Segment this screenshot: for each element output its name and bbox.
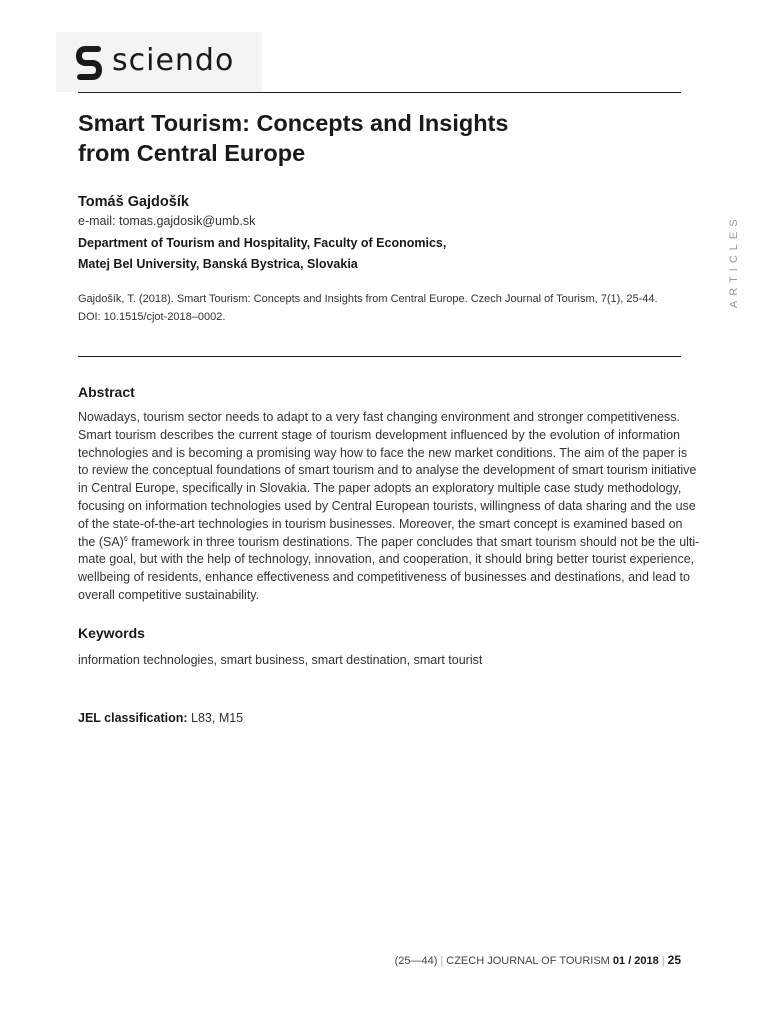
abstract-line: Nowadays, tourism sector needs to adapt to a very fast changing environment and stronger competitiveness.: [78, 410, 680, 424]
superscript: 6: [123, 535, 128, 543]
affiliation-line-1: Department of Tourism and Hospitality, Faculty of Economics,: [78, 236, 447, 250]
abstract-text: framework in three tourism destinations. The paper concludes that smart tourism should not be the ulti-: [127, 534, 700, 549]
journal-name: CZECH JOURNAL OF TOURISM: [446, 955, 610, 967]
header-divider: [78, 92, 681, 93]
abstract-text: the (SA): [78, 534, 124, 549]
abstract-line: overall competitive sustainability.: [78, 587, 260, 602]
jel-classification: [78, 711, 243, 725]
affiliation-line-2: Matej Bel University, Banská Bystrica, Slovakia: [78, 257, 358, 271]
doi[interactable]: DOI: 10.1515/cjot-2018–0002.: [78, 311, 226, 323]
footer-separator: |: [661, 955, 665, 967]
author-name: Tomáš Gajdošík: [78, 194, 189, 210]
keywords-text: information technologies, smart business, smart destination, smart tourist: [78, 653, 483, 667]
abstract-heading: Abstract: [78, 384, 135, 400]
jel-codes: L83, M15: [187, 711, 244, 725]
footer-separator: |: [440, 955, 444, 967]
abstract-line: mate goal, but with the help of technology, innovation, and cooperation, it should bring better tourist experience,: [78, 552, 695, 567]
section-label: ARTICLES: [728, 214, 740, 308]
page-number: 25: [667, 953, 681, 967]
abstract-line: focusing on information technologies used by Central European tourists, willingness of data sharing and the use: [78, 498, 696, 513]
page-footer: [395, 953, 681, 967]
article-title: [78, 108, 678, 168]
author-email[interactable]: e-mail: tomas.gajdosik@umb.sk: [78, 214, 256, 228]
title-line-2: from Central Europe: [78, 140, 306, 166]
sciendo-s-logo-icon: [76, 46, 102, 80]
citation: Gajdošík, T. (2018). Smart Tourism: Concepts and Insights from Central Europe. Czech Journal of Tourism, 7(1), 25-44.: [78, 293, 658, 305]
issue-number: 01 / 2018: [612, 955, 659, 967]
abstract-line: technologies and is becoming a promising way how to face the new market conditions. The aim of the paper is: [78, 445, 688, 460]
abstract-line: in Central Europe, specifically in Slovakia. The paper adopts an exploratory multiple case study methodology,: [78, 481, 682, 496]
abstract-line: wellbeing of residents, enhance effectiveness and competitiveness of businesses and destinations, and lead to: [78, 570, 690, 585]
abstract-line: to review the conceptual foundations of smart tourism and to analyse the development of smart tourism initiative: [78, 463, 697, 478]
jel-label: JEL classification:: [78, 711, 188, 725]
publisher-name: sciendo: [112, 43, 235, 78]
abstract-line: Smart tourism describes the current stage of tourism development influenced by the evolution of information: [78, 427, 680, 442]
title-line-1: Smart Tourism: Concepts and Insights: [78, 110, 509, 136]
section-divider: [78, 356, 681, 357]
publisher-logo: [56, 32, 262, 92]
keywords-heading: Keywords: [78, 625, 145, 641]
abstract-body: [78, 409, 700, 605]
abstract-line: of the state-of-the-art technologies in tourism businesses. Moreover, the smart concept is examined based on: [78, 516, 683, 531]
page-range: (25—44): [394, 955, 438, 967]
abstract-line: [78, 534, 700, 552]
